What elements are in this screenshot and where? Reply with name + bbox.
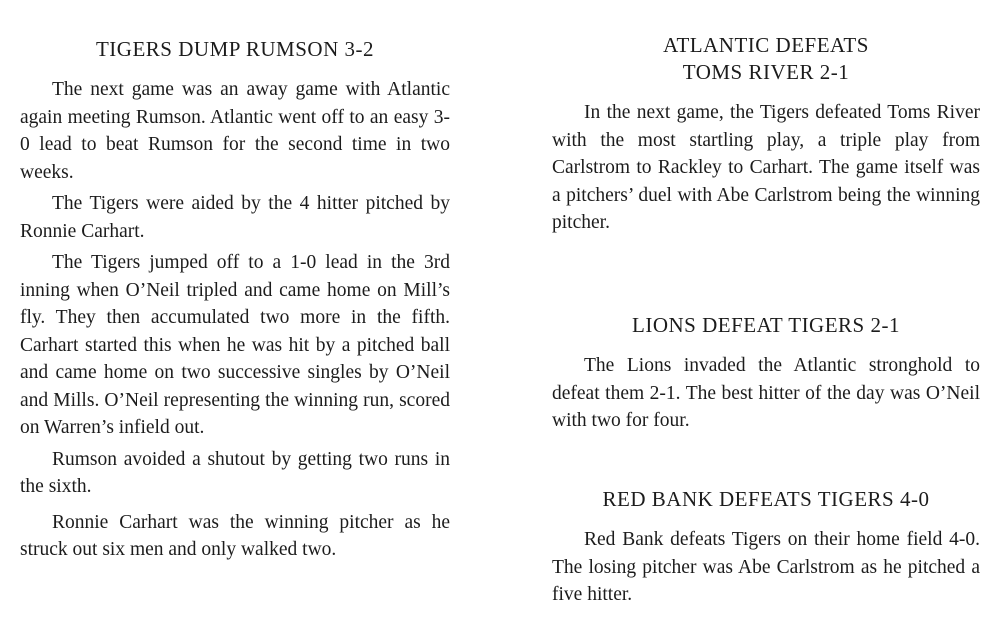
article-paragraph: Red Bank defeats Tigers on their home field 4-0. The losing pitcher was Abe Carlstrom as he pitched a five hitter.: [552, 529, 980, 605]
headline-line: RED BANK DEFEATS TIGERS 4-0: [602, 487, 930, 511]
article-atlantic-defeats-toms-river: [552, 32, 980, 237]
article-headline: [552, 486, 980, 513]
article-paragraph: The Lions invaded the Atlantic stronghold to defeat them 2-1. The best hitter of the day was O’Neil with two for four.: [552, 355, 980, 431]
article-headline: [552, 312, 980, 339]
right-column: [552, 0, 980, 629]
article-tigers-dump-rumson: [20, 36, 450, 564]
article-headline: [552, 32, 980, 86]
article-paragraph: In the next game, the Tigers defeated Toms River with the most startling play, a triple play from Carlstrom to Rackley to Carhart. The game itself was a pitchers’ duel with Abe Carlstrom being the winning pitcher.: [552, 102, 980, 233]
article-paragraph: Ronnie Carhart was the winning pitcher as he struck out six men and only walked two.: [20, 511, 450, 560]
left-column: [20, 0, 450, 629]
headline-line: ATLANTIC DEFEATS: [663, 33, 869, 57]
article-headline: TIGERS DUMP RUMSON 3-2: [95, 37, 374, 61]
article-paragraph: The Tigers jumped off to a 1-0 lead in the 3rd inning when O’Neil tripled and came home on Mill’s fly. They then accumulated two more in the fifth. Carhart started this when he was hit by a pitched ball and came home on two successive singles by O’Neil and Mills. O’Neil representing the winning run, scored on Warren’s infield out.: [20, 252, 450, 438]
headline-line: TOMS RIVER 2-1: [682, 60, 850, 84]
article-lions-defeat-tigers: [552, 312, 980, 435]
article-paragraph: The Tigers were aided by the 4 hitter pitched by Ronnie Carhart.: [20, 193, 450, 242]
article-paragraph: Rumson avoided a shutout by getting two runs in the sixth.: [20, 448, 450, 497]
article-red-bank-defeats-tigers: [552, 486, 980, 609]
headline-line: LIONS DEFEAT TIGERS 2-1: [632, 313, 900, 337]
article-paragraph: The next game was an away game with Atlantic again meeting Rumson. Atlantic went off to an easy 3-0 lead to beat Rumson for the second time in two weeks.: [20, 79, 450, 183]
